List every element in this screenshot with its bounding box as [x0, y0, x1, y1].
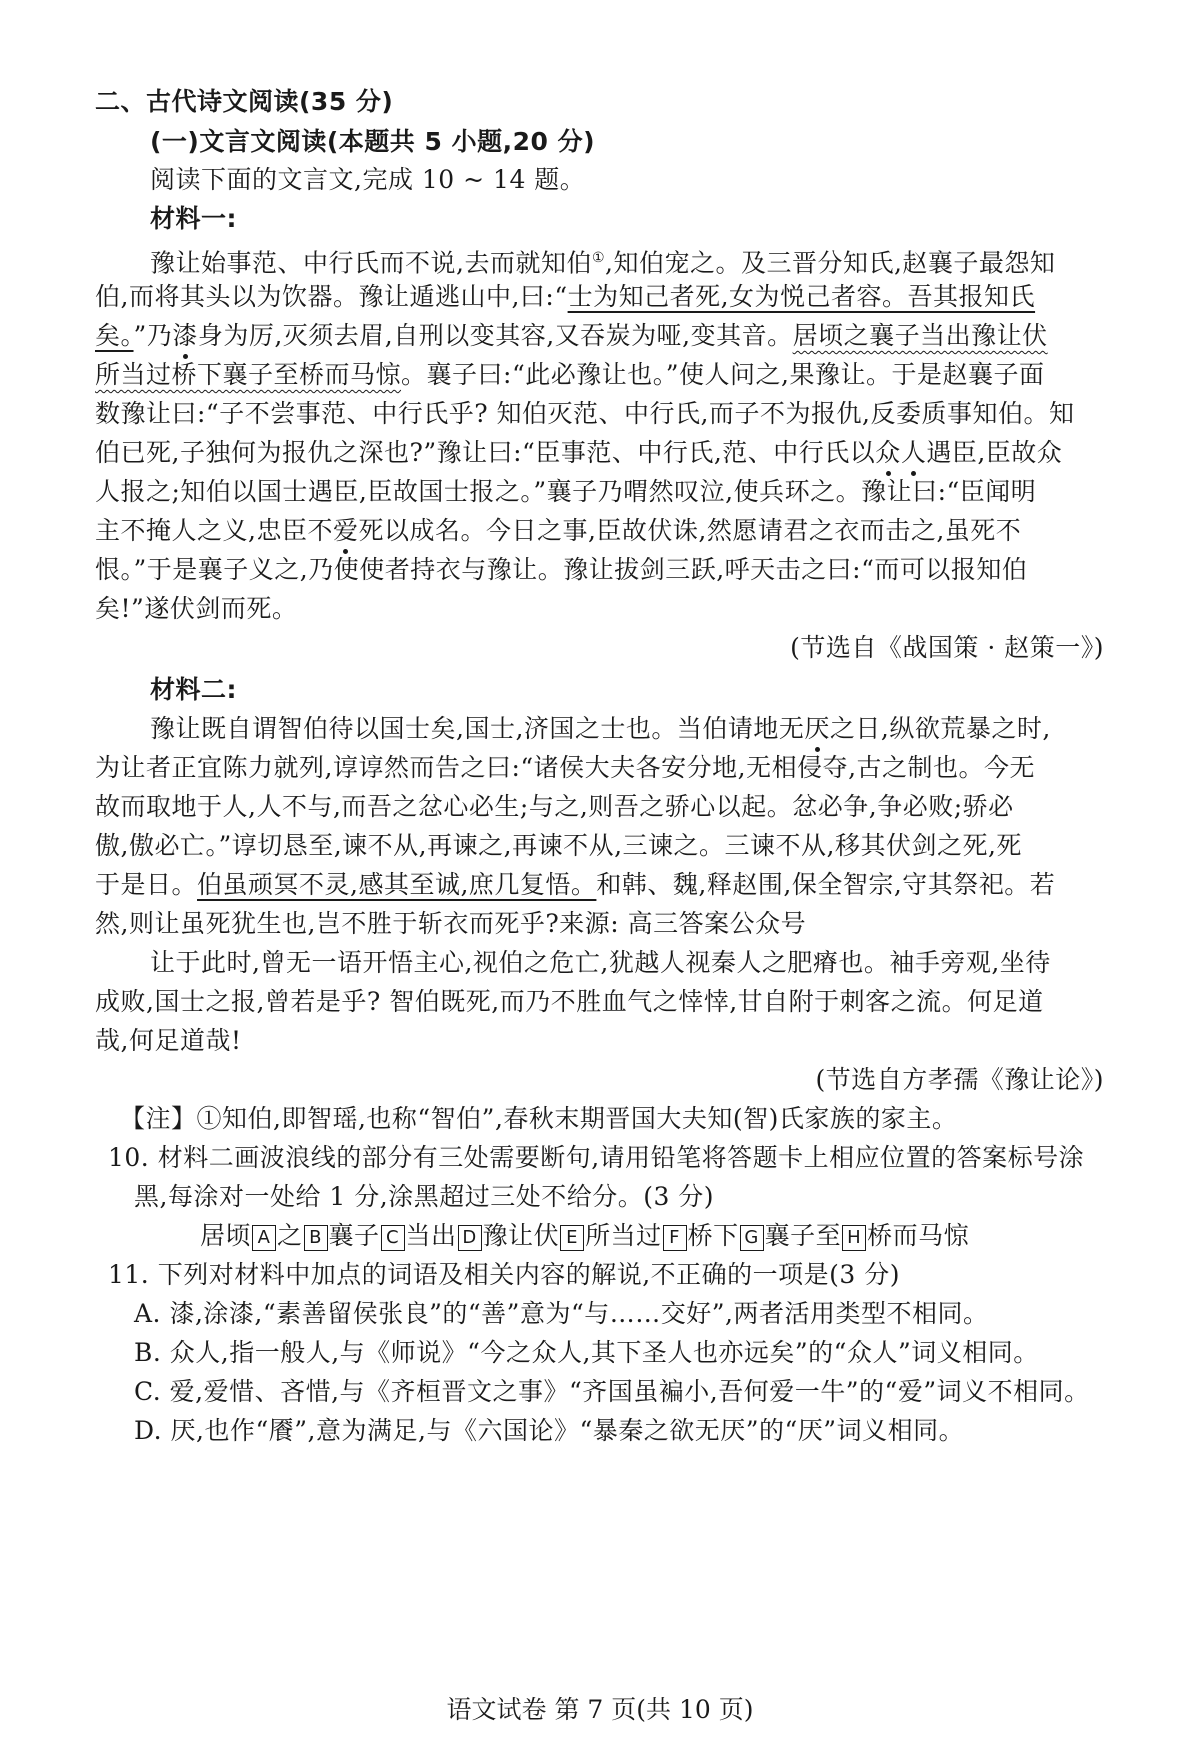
segment: 襄子	[328, 1221, 380, 1250]
dotted-word-qi: 漆	[172, 321, 198, 350]
segment: 当出	[405, 1221, 457, 1250]
text: ”乃	[133, 321, 173, 350]
underlined-text: 士为知己者死,女为悦己者容。吾其报知氏	[567, 282, 1036, 311]
text: 豫让始事范、中行氏而不说,去而就知伯	[150, 248, 592, 278]
text: 伯已死,子独何为报仇之深也?”豫让曰:“臣事范、中行氏,范、中行氏以	[95, 438, 876, 467]
instruction: 阅读下面的文言文,完成 10 ~ 14 题。	[150, 165, 586, 194]
material2-line: 故而取地于人,人不与,而吾之忿心必生;与之,则吾之骄心以起。忿必争,争必败;骄必	[95, 792, 1014, 821]
question-10-segments	[200, 1218, 1200, 1254]
material2-line: 让于此时,曾无一语开悟主心,视伯之危亡,犹越人视秦人之肥瘠也。袖手旁观,坐待	[150, 948, 1051, 977]
segment: 所当过	[585, 1221, 662, 1250]
text: 伯,而将其头以为饮器。豫让遁逃山中,曰:“	[95, 282, 568, 311]
marker-a[interactable]: A	[252, 1225, 276, 1251]
material2-line	[95, 867, 1105, 903]
material1-line	[150, 240, 1160, 281]
text: 身为厉,灭须去眉,自刑以变其容,又吞炭为哑,变其音。	[197, 321, 793, 350]
underlined-text: 矣。	[95, 321, 134, 350]
option-d[interactable]: D. 厌,也作“餍”,意为满足,与《六国论》“暴秦之欲无厌”的“厌”词义相同。	[134, 1416, 965, 1445]
marker-c[interactable]: C	[381, 1225, 405, 1251]
dotted-word-ai: 爱	[332, 516, 359, 545]
text: 主不掩人之义,忠臣不	[95, 516, 333, 545]
text: 豫让既自谓智伯待以国士矣,国士,济国之士也。当伯请地无	[150, 714, 805, 743]
dotted-word-yan: 厌	[804, 714, 830, 743]
text: 之日,纵欲荒暴之时,	[829, 714, 1051, 743]
segment: 襄子至	[764, 1221, 842, 1250]
material1-label: 材料一:	[150, 204, 237, 233]
material2-line: 哉,何足道哉!	[95, 1026, 242, 1055]
material1-line	[95, 318, 1105, 354]
marker-d[interactable]: D	[458, 1225, 482, 1251]
marker-g[interactable]: G	[740, 1225, 764, 1251]
segment: 之	[277, 1221, 303, 1250]
material2-line: 成败,国士之报,曾若是乎? 智伯既死,而乃不胜血气之悻悻,甘自附于刺客之流。何足道	[95, 987, 1044, 1016]
question-10-stem: 10. 材料二画波浪线的部分有三处需要断句,请用铅笔将答题卡上相应位置的答案标号涂	[108, 1143, 1085, 1172]
underlined-text: 伯虽顽冥不灵,感其至诚,庶几复悟。	[197, 870, 597, 899]
segment: 桥而马惊	[867, 1221, 970, 1250]
wavy-underlined-text: 所当过桥下襄子至桥而马惊	[95, 360, 402, 389]
text: 。襄子曰:“此必豫让也。”使人问之,果豫让。于是赵襄子面	[401, 360, 1045, 389]
footnote: 【注】①知伯,即智瑶,也称“智伯”,春秋末期晋国大夫知(智)氏家族的家主。	[120, 1104, 958, 1133]
text: 于是日。	[95, 870, 198, 899]
segment: 居顷	[200, 1221, 252, 1250]
material2-line	[150, 711, 1160, 747]
segment: 桥下	[687, 1221, 739, 1250]
section-title: 二、古代诗文阅读(35 分)	[95, 87, 394, 116]
question-11-stem: 11. 下列对材料中加点的词语及相关内容的解说,不正确的一项是(3 分)	[108, 1260, 901, 1289]
material1-line	[95, 435, 1105, 471]
option-a[interactable]: A. 漆,涂漆,“素善留侯张良”的“善”意为“与……交好”,两者活用类型不相同。	[134, 1299, 989, 1328]
material1-line: 数豫让曰:“子不尝事范、中行氏乎? 知伯灭范、中行氏,而子不为报仇,反委质事知伯。知	[95, 399, 1075, 428]
material1-line	[95, 279, 1105, 315]
material2-line: 然,则让虽死犹生也,岂不胜于斩衣而死乎?来源: 高三答案公众号	[95, 909, 807, 938]
dotted-word-zhong: 众	[875, 438, 901, 467]
material2-label: 材料二:	[150, 675, 237, 704]
question-10-stem: 黑,每涂对一处给 1 分,涂黑超过三处不给分。(3 分)	[134, 1182, 715, 1211]
option-c[interactable]: C. 爱,爱惜、吝惜,与《齐桓晋文之事》“齐国虽褊小,吾何爱一牛”的“爱”词义不相同。	[134, 1377, 1090, 1406]
sub-section-title: (一)文言文阅读(本题共 5 小题,20 分)	[150, 127, 595, 156]
material1-line	[95, 357, 1105, 393]
marker-h[interactable]: H	[842, 1225, 866, 1251]
text: 遇臣,臣故众	[926, 438, 1063, 467]
material1-source: (节选自《战国策 · 赵策一》)	[790, 633, 1104, 662]
material1-line: 矣!”遂伏剑而死。	[95, 594, 298, 623]
material2-source: (节选自方孝孺《豫让论》)	[815, 1065, 1104, 1094]
marker-b[interactable]: B	[304, 1225, 328, 1251]
option-b[interactable]: B. 众人,指一般人,与《师说》“今之众人,其下圣人也亦远矣”的“众人”词义相同。	[134, 1338, 1039, 1367]
dotted-word-ren: 人	[900, 438, 927, 467]
footnote-mark: ①	[591, 250, 606, 266]
marker-e[interactable]: E	[560, 1225, 584, 1251]
page-footer: 语文试卷 第 7 页(共 10 页)	[446, 1695, 754, 1724]
wavy-underlined-text: 居顷之襄子当出豫让伏	[792, 321, 1048, 350]
text: 和韩、魏,释赵围,保全智宗,守其祭祀。若	[596, 870, 1056, 899]
marker-f[interactable]: F	[663, 1225, 687, 1251]
material1-line: 人报之;知伯以国士遇臣,臣故国士报之。”襄子乃喟然叹泣,使兵环之。豫让曰:“臣闻明	[95, 477, 1037, 506]
segment: 豫让伏	[482, 1221, 560, 1250]
material1-line: 恨。”于是襄子义之,乃使使者持衣与豫让。豫让拔剑三跃,呼天击之曰:“而可以报知伯	[95, 555, 1028, 584]
material2-line: 为让者正宜陈力就列,谆谆然而告之曰:“诸侯大夫各安分地,无相侵夺,古之制也。今无	[95, 753, 1036, 782]
text: 死以成名。今日之事,臣故伏诛,然愿请君之衣而击之,虽死不	[358, 516, 1022, 545]
text: ,知伯宠之。及三晋分知氏,赵襄子最怨知	[605, 248, 1056, 278]
material2-line: 傲,傲必亡。”谆切恳至,谏不从,再谏之,再谏不从,三谏之。三谏不从,移其伏剑之死,死	[95, 831, 1022, 860]
material1-line	[95, 513, 1105, 549]
